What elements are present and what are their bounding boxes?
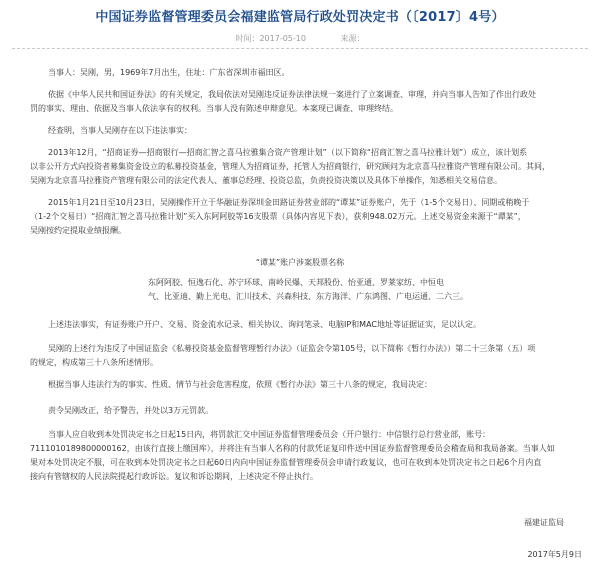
table-title: “谭某”账户涉案股票名称	[255, 258, 345, 267]
para-payment-2: 7111010189800000162，由该行直接上缴国库），并将注有当事人名称的付款凭证复印件送中国证券监督管理委员会稽查局和我局备案。当事人如	[30, 444, 555, 453]
issue-date: 2017年5月9日	[527, 550, 582, 559]
source: 来源：	[340, 34, 365, 43]
para-violation-2: 的规定，构成第三十八条所述情形。	[30, 358, 158, 367]
doc-meta	[0, 33, 600, 44]
para-violation-1: 吴刚的上述行为违反了中国证监会《私募投资基金监督管理暂行办法》（证监会令第105号，以下简称《暂行办法》）第二十三条第（五）项	[48, 344, 536, 353]
title-divider	[12, 48, 588, 49]
para-basis-2: 罚的事实、理由、依据及当事人依法享有的权利。当事人没有陈述申辩意见。本案现已调查、审理终结。	[30, 104, 398, 113]
signature: 福建证监局	[524, 518, 564, 527]
page-title: 中国证券监督管理委员会福建监管局行政处罚决定书（〔2017〕4号）	[95, 10, 505, 25]
para-evidence: 上述违法事实，有证券账户开户、交易、资金流水记录、相关协议、询问笔录、电脑IP和MAC地址等证据证实，足以认定。	[48, 320, 481, 329]
para-facts-2b: （1-2个交易日）“招商汇智之喜马拉雅计划”买入东阿阿胶等16支股票（具体内容见下表），获利948.02万元。上述交易资金来源于“谭某”，	[30, 212, 526, 221]
stock-list-2: 气、比亚迪、勤上光电、汇川技术、兴森科技、东方海洋、广东鸿图、广电运通、二六三。	[148, 292, 468, 301]
stock-list-1: 东阿阿胶、恒逸石化、苏宁环球、南岭民爆、天邦股份、怡亚通、罗莱家纺、中恒电	[148, 278, 444, 287]
para-facts-2a: 2015年1月21日至10月23日，吴刚操作开立于华融证券深圳金田路证券营业部的“谭某”证券账户，先于（1-5个交易日）、同期或稍晚于	[48, 198, 530, 207]
party-info: 当事人：吴刚，男，1969年7月出生，住址：广东省深圳市福田区。	[48, 68, 290, 77]
para-payment-1: 当事人应自收到本处罚决定书之日起15日内，将罚款汇交中国证券监督管理委员会（开户银行：中信银行总行营业部，账号：	[48, 430, 491, 439]
para-facts-1a: 2013年12月，“招商证券—招商银行—招商汇智之喜马拉雅集合资产管理计划”（以下简称“招商汇智之喜马拉雅计划”）成立，该计划系	[48, 148, 528, 157]
para-facts-1b: 以非公开方式向投资者募集资金设立的私募投资基金，管理人为招商证券，托管人为招商银行，研究顾问为北京喜马拉雅资产管理有限公司。其间，	[30, 162, 550, 171]
para-facts-1c: 吴刚为北京喜马拉雅资产管理有限公司的法定代表人、董事总经理、投资总监，负责投资决策以及具体下单操作，知悉相关交易信息。	[30, 176, 502, 185]
para-facts-2c: 吴刚按约定提取业绩报酬。	[30, 226, 126, 235]
para-decision-basis: 根据当事人违法行为的事实、性质、情节与社会危害程度，依照《暂行办法》第三十八条的规定，我局决定：	[48, 380, 432, 389]
para-penalty: 责令吴刚改正，给予警告，并处以3万元罚款。	[48, 406, 214, 415]
para-facts-intro: 经查明，当事人吴刚存在以下违法事实：	[48, 126, 192, 135]
para-payment-3: 果对本处罚决定不服，可在收到本处罚决定书之日起60日内向中国证券监督管理委员会申请行政复议，也可在收到本处罚决定书之日起6个月内直	[30, 458, 542, 467]
para-payment-4: 接向有管辖权的人民法院提起行政诉讼。复议和诉讼期间，上述决定不停止执行。	[30, 472, 318, 481]
para-basis-1: 依据《中华人民共和国证券法》的有关规定，我局依法对吴刚违反证券法律法规一案进行了立案调查、审理，并向当事人告知了作出行政处	[48, 90, 536, 99]
publish-time: 时间：2017-05-10	[235, 34, 306, 43]
